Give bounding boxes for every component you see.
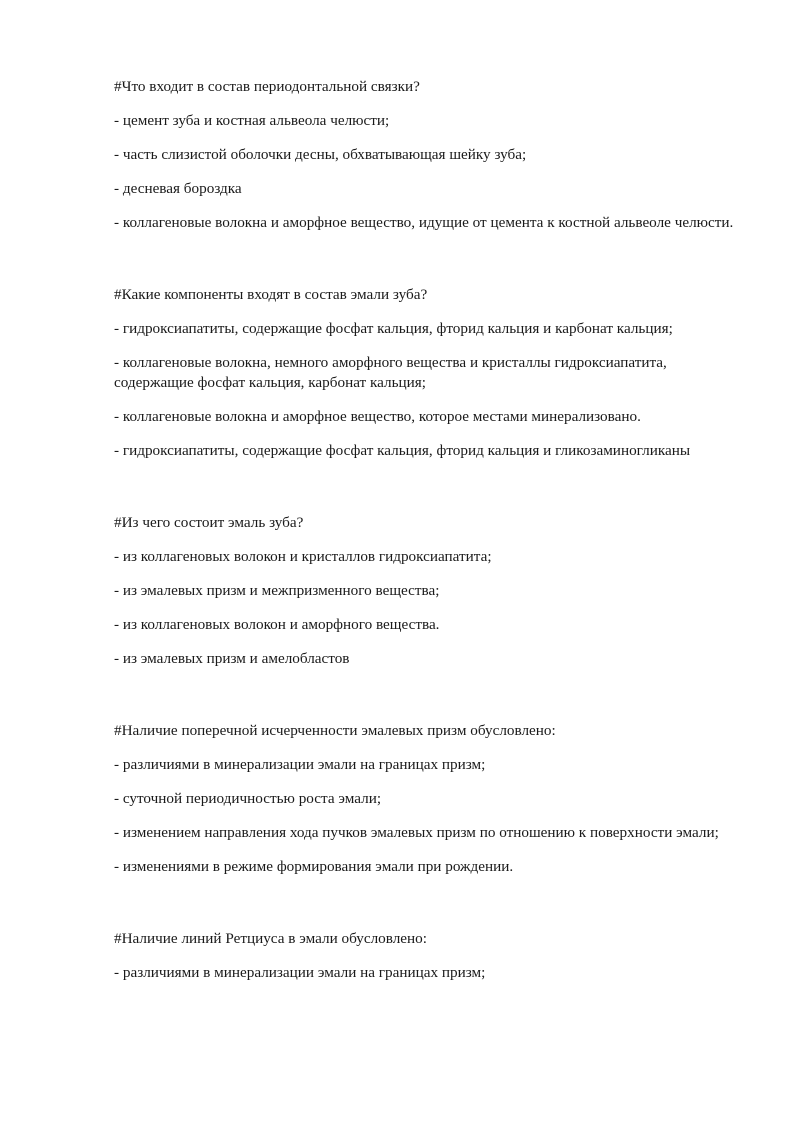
- answer-option: - коллагеновые волокна и аморфное вещество, которое местами минерализовано.: [114, 408, 641, 425]
- answer-option: - цемент зуба и костная альвеола челюсти;: [114, 112, 390, 129]
- answer-option: - коллагеновые волокна, немного аморфного вещества и кристаллы гидроксиапатита, содержащие фосфат кальция, карбонат кальция;: [114, 354, 667, 391]
- answer-option: - изменением направления хода пучков эмалевых призм по отношению к поверхности эмали;: [114, 824, 719, 841]
- question-title: #Какие компоненты входят в состав эмали зуба?: [114, 286, 428, 303]
- question-block: [114, 929, 744, 983]
- answer-option: - из эмалевых призм и межпризменного вещества;: [114, 582, 440, 599]
- answer-option: - гидроксиапатиты, содержащие фосфат кальция, фторид кальция и карбонат кальция;: [114, 320, 673, 337]
- answer-option: - десневая бороздка: [114, 180, 242, 197]
- question-title: #Наличие линий Ретциуса в эмали обусловлено:: [114, 930, 427, 947]
- answer-option: - из эмалевых призм и амелобластов: [114, 650, 350, 667]
- question-title: #Что входит в состав периодонтальной связки?: [114, 78, 420, 95]
- answer-option: - из коллагеновых волокон и кристаллов гидроксиапатита;: [114, 548, 492, 565]
- question-block: [114, 721, 744, 877]
- answer-option: - коллагеновые волокна и аморфное вещество, идущие от цемента к костной альвеоле челюсти.: [114, 214, 734, 231]
- question-block: [114, 285, 744, 461]
- document-page: [114, 77, 744, 1035]
- question-title: #Из чего состоит эмаль зуба?: [114, 514, 304, 531]
- answer-option: - гидроксиапатиты, содержащие фосфат кальция, фторид кальция и гликозаминогликаны: [114, 442, 691, 459]
- question-block: [114, 77, 744, 233]
- answer-option: - различиями в минерализации эмали на границах призм;: [114, 756, 486, 773]
- question-block: [114, 513, 744, 669]
- answer-option: - различиями в минерализации эмали на границах призм;: [114, 964, 486, 981]
- answer-option: - изменениями в режиме формирования эмали при рождении.: [114, 858, 514, 875]
- question-title: #Наличие поперечной исчерченности эмалевых призм обусловлено:: [114, 722, 556, 739]
- answer-option: - часть слизистой оболочки десны, обхватывающая шейку зуба;: [114, 146, 527, 163]
- answer-option: - суточной периодичностью роста эмали;: [114, 790, 382, 807]
- answer-option: - из коллагеновых волокон и аморфного вещества.: [114, 616, 440, 633]
